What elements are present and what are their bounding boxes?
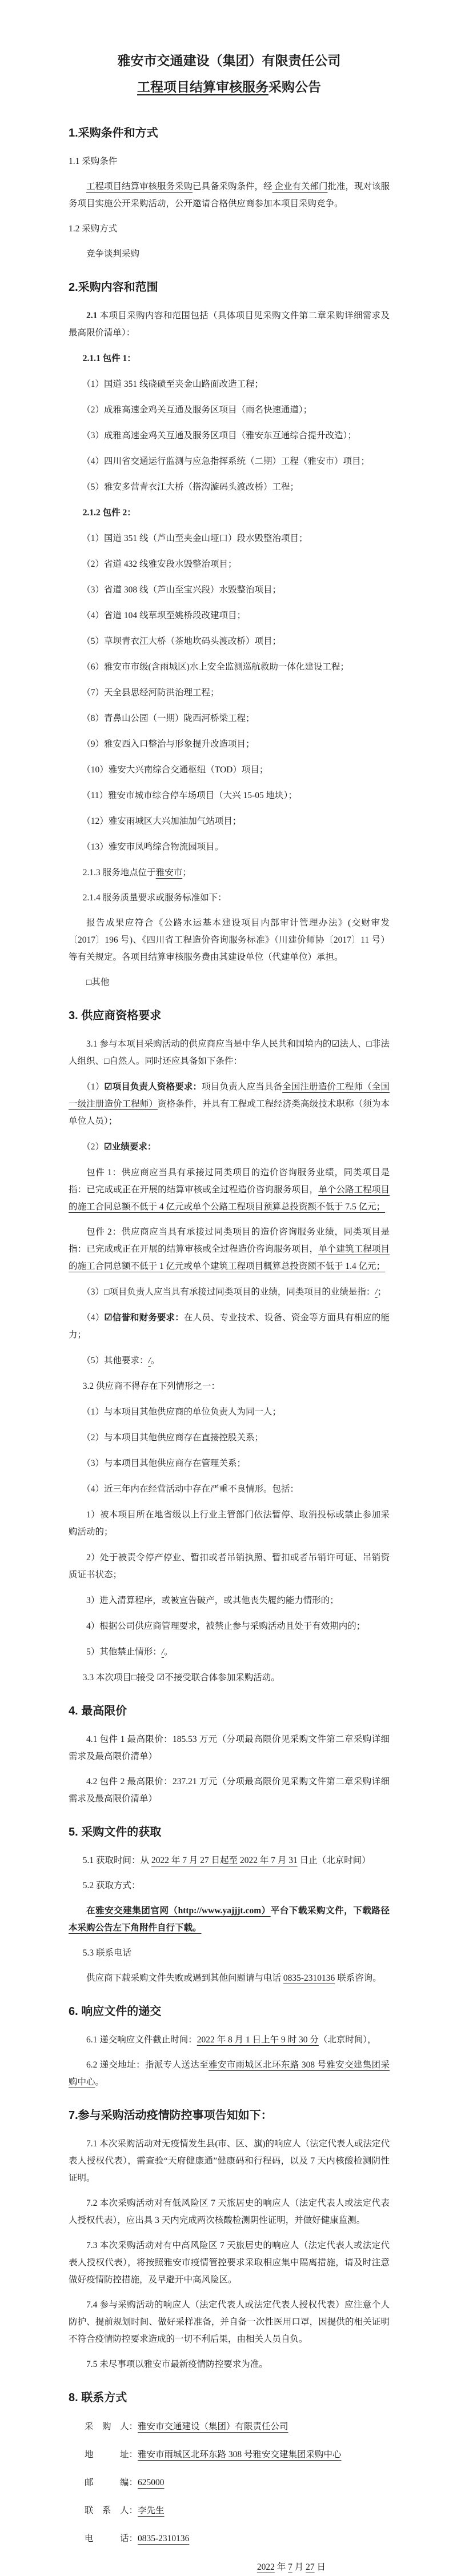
text-segment: 2.1.1 包件 1： [82, 354, 136, 363]
paragraph [69, 1970, 390, 1987]
text-segment: 单个公路工程项目的施工合同总额不低于 4 亿元或单个公路工程项目预算总投资额不低于 7.5 亿元； [69, 1185, 390, 1212]
contact-row [69, 2474, 390, 2491]
text-segment: 电 话： [85, 2534, 138, 2543]
text-segment: 2.1.2 包件 2： [82, 508, 136, 518]
text-segment: 地 址： [85, 2450, 138, 2459]
text-segment: 企业有关部门 [272, 182, 328, 191]
list-item [69, 530, 390, 547]
list-item [69, 787, 390, 804]
sub-heading [69, 153, 390, 170]
text-segment: 李先生 [138, 2506, 165, 2515]
text-segment: 月 [292, 2562, 306, 2572]
contact-row [69, 2418, 390, 2435]
text-segment: ； [377, 1287, 387, 1297]
text-segment: 工程项目结算审核服务采购 [86, 182, 193, 191]
text-segment: 工程项目结算审核服务 [137, 79, 268, 94]
text-segment: 4.2 包件 2 最高限价：237.21 万元（分项最高限价见采购文件第二章采购详细需求及最高限价清单） [69, 1777, 390, 1804]
sub-list-item [69, 1507, 390, 1541]
text-segment: （13）雅安市凤鸣综合物流园项目。 [82, 842, 224, 852]
paragraph [69, 1164, 390, 1216]
text-segment: 1.采购条件和方式 [69, 127, 158, 139]
text-segment: （11）雅安市城市综合停车场项目（大兴 15-05 地块）； [82, 791, 297, 800]
sub-heading [69, 1945, 390, 1962]
text-segment: 。 [95, 2077, 105, 2087]
text-segment: （8）青鼻山公园（一期）陇西河桥梁工程； [82, 714, 255, 723]
text-segment: 0835-2310136 [138, 2534, 190, 2543]
text-segment: 3. 供应商资格要求 [69, 1009, 162, 1022]
text-segment: 年 [274, 2562, 288, 2572]
text-segment: （1）国道 351 线（芦山至夹金山垭口）段水毁整治项目； [82, 534, 308, 543]
text-segment: 业绩要求： [111, 1142, 157, 1152]
text-segment: 6.2 递交地址：指派专人送达至 [86, 2060, 209, 2070]
text-segment: 采购公告 [268, 79, 321, 94]
text-segment: 项目负责人应当具备 [202, 1082, 283, 1092]
paragraph [69, 246, 390, 263]
sub-heading [69, 221, 390, 238]
text-segment: （7）天全县思经河防洪治理工程； [82, 688, 219, 698]
list-item [69, 1429, 390, 1447]
paragraph [69, 974, 390, 991]
text-segment: （北京时间）， [318, 2035, 376, 2045]
text-segment: 5.1 获取时间：从 [82, 1856, 151, 1865]
text-segment: 。 [164, 1647, 173, 1657]
checkbox-empty-icon: □ [104, 1056, 110, 1066]
text-segment: 2022 年 7 月 27 日起至 2022 年 7 月 31 [151, 1856, 298, 1865]
paragraph [69, 2237, 390, 2289]
list-item [69, 684, 390, 702]
text-segment: 信誉和财务要求： [112, 1313, 184, 1323]
text-segment: （4） [82, 1313, 105, 1323]
list-item [69, 736, 390, 753]
text-segment: 日止（北京时间） [297, 1856, 371, 1865]
text-segment: 单个建筑工程项目的施工合同总额不低于 1 亿元或单个建筑工程项目概算总投资额不低于 1.4 亿元； [69, 1244, 390, 1271]
text-segment: 雅安市交通建设（集团）有限责任公司 [117, 53, 341, 68]
section-heading [69, 278, 390, 297]
checkbox-empty-icon: □ [86, 977, 92, 987]
list-item [69, 1079, 390, 1130]
sub-list-item [69, 1592, 390, 1609]
section-heading [69, 2002, 390, 2021]
text-segment: 7 [288, 2562, 292, 2572]
text-segment: 在人员、专业技术、设备、资金等方面具有相应的能力； [69, 1313, 390, 1340]
list-item [69, 1284, 390, 1301]
text-segment: （2）与本项目其他供应商存在直接控股关系； [82, 1433, 264, 1443]
text-segment: 法人、 [339, 1039, 367, 1049]
paragraph [69, 1731, 390, 1765]
checkbox-checked-icon: ☑ [104, 1313, 113, 1323]
package-heading [69, 350, 390, 367]
text-segment: （4）四川省交通运行监测与应急指挥系统（二期）工程（雅安市）项目； [82, 456, 370, 466]
text-segment: 4. 最高限价 [69, 1705, 127, 1717]
text-segment: （2）省道 432 线雅安段水毁整治项目； [82, 559, 237, 569]
paragraph [69, 2057, 390, 2091]
doc-subtitle [69, 75, 390, 98]
text-segment: 联 系 人： [85, 2506, 138, 2515]
text-segment: 批准，现对该服务项目实施公开采购活动，公开邀请合格供应商参加本项目采购竞争。 [69, 182, 390, 209]
paragraph [69, 2356, 390, 2373]
text-segment: 3）进入清算程序，或被宣告破产，或其他丧失履约能力情形的； [86, 1596, 339, 1605]
text-segment: 7.5 未尽事项以雅安市最新疫情防控要求为准。 [86, 2359, 268, 2369]
list-item [69, 556, 390, 573]
text-segment: （1） [82, 1082, 105, 1092]
sub-heading [69, 890, 390, 907]
text-segment: 1）被本项目所在地省级以上行业主管部门依法暂停、取消投标或禁止参加采购活动的； [69, 1510, 390, 1537]
text-segment: （4）省道 104 线草坝至姚桥段改建项目； [82, 611, 246, 620]
text-segment: 。 [150, 1356, 160, 1365]
package-heading [69, 504, 390, 522]
list-item [69, 762, 390, 779]
list-item [69, 582, 390, 599]
paragraph [69, 2195, 390, 2229]
text-segment: / [375, 1287, 378, 1297]
paragraph [69, 178, 390, 213]
doc-title [69, 49, 390, 72]
text-segment: 5.3 联系电话 [82, 1948, 132, 1958]
checkbox-empty-icon: □ [366, 1039, 372, 1049]
text-segment: （5）草坝青衣江大桥（茶地坎码头渡改桥）项目； [82, 636, 282, 646]
list-item [69, 1455, 390, 1472]
list-item [69, 1404, 390, 1421]
text-segment: （5）其他要求： [82, 1356, 149, 1365]
text-segment: 本采购公告左下角附件自行下载。 [69, 1923, 202, 1933]
text-segment: 6.1 递交响应文件截止时间： [86, 2035, 197, 2045]
text-segment: （10）雅安大兴南综合交通枢纽（TOD）项目； [82, 765, 268, 775]
checkbox-checked-icon: ☑ [104, 1082, 113, 1092]
text-segment: 3.1 参与本项目采购活动的供应商应当是中华人民共和国境内的 [86, 1039, 332, 1049]
text-segment: （3）与本项目其他供应商存在管理关系； [82, 1459, 246, 1468]
text-segment: 采 购 人： [85, 2422, 138, 2431]
text-segment: 雅安市 [155, 868, 183, 878]
list-item [69, 813, 390, 830]
text-segment: 3.2 供应商不得存在下列情形之一： [82, 1381, 221, 1391]
text-segment: 全国注册造价工程师（全国一级注册造价工程师） [69, 1082, 390, 1109]
text-segment: 包件 2：供应商应当具有承接过同类项目的造价咨询服务业绩，同类项目是指：已完成或正在开展的结算审核或全过程造价咨询服务项目， [69, 1227, 390, 1254]
text-segment: 项目负责人应当具有承接过同类项目的业绩，同类项目的业绩是指： [109, 1287, 375, 1297]
text-segment: （9）雅安西入口整治与形象提升改造项目； [82, 739, 255, 749]
paragraph [69, 1773, 390, 1808]
sub-heading [69, 1669, 390, 1686]
text-segment: 资格条件，并具有工程或工程经济类高级技术职称（须为本单位人员）； [69, 1099, 390, 1126]
paragraph [69, 307, 390, 342]
text-segment: 雅安市交通建设（集团）有限责任公司 [138, 2422, 288, 2431]
list-item [69, 1352, 390, 1369]
text-segment: 2.1.3 服务地点位于 [82, 868, 156, 878]
sub-list-item [69, 1549, 390, 1584]
sub-heading [69, 864, 390, 882]
text-segment: 4.1 包件 1 最高限价：185.53 万元（分项最高限价见采购文件第二章采购详细需求及最高限价清单） [69, 1734, 390, 1761]
list-item [69, 427, 390, 444]
list-item [69, 402, 390, 419]
text-segment: 7.1 本次采购活动对无疫情发生县(市、区、旗)的响应人（法定代表人或法定代表人授权代表），需查验“天府健康通”健康码和行程码，以及 7 天内核酸检测阴性证明。 [69, 2139, 390, 2183]
text-segment: 接受 [137, 1673, 157, 1682]
text-segment: 雅安市雨城区北环东路 308 号雅安交建集团采购中心 [138, 2450, 342, 2459]
text-segment: （1）与本项目其他供应商的单位负责人为同一人； [82, 1407, 282, 1417]
list-item [69, 607, 390, 624]
text-segment: 日 [314, 2562, 326, 2572]
text-segment: 在 [86, 1906, 96, 1916]
checkbox-checked-icon: ☑ [331, 1039, 340, 1049]
sub-heading [69, 1877, 390, 1894]
text-segment: 2.采购内容和范围 [69, 281, 158, 294]
text-segment: （6）雅安市市级(含雨城区)水上安全监测巡航救助一体化建设工程； [82, 662, 349, 672]
paragraph [69, 1902, 390, 1937]
text-segment: （5）雅安多营青衣江大桥（搭沟漩码头渡改桥）工程； [82, 482, 299, 492]
sub-heading [69, 1852, 390, 1869]
text-segment: 项目负责人资格要求： [112, 1082, 202, 1092]
text-segment: （4）近三年内在经营活动中存在严重不良情形。包括： [82, 1484, 299, 1494]
contact-row [69, 2502, 390, 2519]
text-segment: 7.4 参与采购活动的响应人（法定代表人或法定代表人授权代表）应注意个人防护、提前规划时间、做好采样准备，并自备一次性医用口罩，因提供的相关证明不符合疫情防控要求造成的一切不利后果，由相关人员自负。 [69, 2300, 390, 2344]
text-segment: 625000 [138, 2478, 165, 2487]
text-segment: 非法人组织、 [69, 1039, 390, 1066]
text-segment: 5. 采购文件的获取 [69, 1826, 162, 1838]
paragraph [69, 1036, 390, 1070]
contact-row [69, 2530, 390, 2547]
text-segment: 不接受联合体参加采购活动。 [165, 1673, 280, 1682]
text-segment: 7.3 本次采购活动对有中高风险区 7 天旅居史的响应人（法定代表人或法定代表人授权代表），将按照雅安市疫情管控要求采取相应集中隔离措施，请及时注意做好疫情防控措施，及早避开中高风险区。 [69, 2241, 390, 2285]
list-item [69, 1139, 390, 1156]
checkbox-empty-icon: □ [131, 1673, 137, 1682]
section-heading [69, 2388, 390, 2407]
text-segment: 8. 联系方式 [69, 2391, 127, 2404]
text-segment: 1.2 采购方式 [69, 224, 118, 234]
paragraph [69, 1224, 390, 1275]
text-segment: 包件 1：供应商应当具有承接过同类项目的造价咨询服务业绩，同类项目是指：已完成或正在开展的结算审核或全过程造价咨询服务项目， [69, 1168, 390, 1195]
text-segment: 雅安市雨城区北环东路 308 号雅安交建集团采购中心 [69, 2060, 390, 2087]
text-segment: 7.参与采购活动疫情防控事项告知如下： [69, 2109, 272, 2122]
text-segment: 27 [306, 2562, 315, 2572]
text-segment: ； [182, 868, 191, 878]
doc-date [69, 2559, 390, 2576]
section-heading [69, 2106, 390, 2125]
text-segment: 报告成果应符合《公路水运基本建设项目内部审计管理办法》(交财审发〔2017〕196 号)、《四川省工程造价咨询服务标准》（川建价师协〔2017〕11 号）等有关规定。各项目结算审核服务费由其建设单位（代建单位）承担。 [69, 918, 390, 962]
text-segment: 6. 响应文件的递交 [69, 2005, 162, 2018]
text-segment: 邮 编： [85, 2478, 138, 2487]
paragraph [69, 2297, 390, 2348]
contact-row [69, 2446, 390, 2463]
section-heading [69, 1822, 390, 1842]
text-segment: 已具备采购条件，经 [193, 182, 272, 191]
list-item [69, 839, 390, 856]
text-segment: （12）雅安雨城区大兴加油加气站项目； [82, 816, 242, 826]
section-heading [69, 1006, 390, 1025]
list-item [69, 659, 390, 676]
text-segment: 2.1 [86, 311, 100, 321]
sub-list-item [69, 1644, 390, 1661]
list-item [69, 1481, 390, 1498]
paragraph [69, 2032, 390, 2049]
text-segment: 2）处于被责令停产停业、暂扣或者吊销执照、暂扣或者吊销许可证、吊销资质证书状态； [69, 1553, 390, 1580]
section-heading [69, 123, 390, 143]
list-item [69, 710, 390, 727]
text-segment: 4）根据公司供应商管理要求，被禁止参与采购活动且处于有效期内的； [86, 1621, 366, 1631]
sub-list-item [69, 1618, 390, 1635]
text-segment: 雅安交建集团官网（http://www.yajjjt.com） [95, 1906, 271, 1916]
text-segment: / [161, 1647, 165, 1657]
list-item [69, 1309, 390, 1344]
text-segment: 7.2 本次采购活动对有低风险区 7 天旅居史的响应人（法定代表人或法定代表人授权代表），应出具 3 天内完成两次核酸检测阴性证明，并做好健康监测。 [69, 2198, 390, 2225]
text-segment: 其他 [91, 977, 110, 987]
list-item [69, 479, 390, 496]
text-segment: 5）其他禁止情形： [86, 1647, 162, 1657]
list-item [69, 633, 390, 650]
list-item [69, 453, 390, 470]
text-segment: 本项目采购内容和范围包括（具体项目见采购文件第二章采购详细需求及最高限价清单）： [69, 311, 390, 338]
checkbox-checked-icon: ☑ [104, 1142, 112, 1152]
text-segment: 3.3 本次项目 [82, 1673, 132, 1682]
text-segment: 供应商下载采购文件失败或遇到其他问题请与电话 [86, 1973, 283, 1983]
text-segment: （2）成雅高速金鸡关互通及服务区项目（雨名快速通道）； [82, 405, 312, 415]
text-segment: （2） [82, 1142, 105, 1152]
text-segment: （3） [82, 1287, 105, 1297]
paragraph [69, 915, 390, 966]
sub-heading [69, 1378, 390, 1395]
text-segment: 竞争谈判采购 [86, 249, 140, 259]
text-segment: （3）成雅高速金鸡关互通及服务区项目（雅安东互通综合提升改造）； [82, 431, 356, 440]
text-segment: （1）国道 351 线硗碛至夹金山路面改造工程； [82, 379, 264, 389]
text-segment: 平台下载采购文件，下载路径 [270, 1906, 390, 1916]
checkbox-empty-icon: □ [104, 1287, 110, 1297]
text-segment: 2022 [256, 2562, 275, 2572]
list-item [69, 376, 390, 393]
text-segment: 2022 年 8 月 1 日上午 9 时 30 分 [197, 2035, 319, 2045]
text-segment: 2.1.4 服务质量要求或服务标准如下： [82, 893, 227, 903]
text-segment: 1.1 采购条件 [69, 157, 118, 166]
text-segment: / [148, 1356, 151, 1365]
text-segment: 0835-2310136 [283, 1973, 335, 1983]
checkbox-checked-icon: ☑ [157, 1673, 165, 1682]
text-segment: 自然人。同时还应具备如下条件： [109, 1056, 242, 1066]
paragraph [69, 2136, 390, 2187]
text-segment: （3）省道 308 线（芦山至宝兴段）水毁整治项目； [82, 585, 282, 595]
text-segment: 5.2 获取方式： [82, 1881, 141, 1890]
text-segment: 联系咨询。 [335, 1973, 382, 1983]
section-heading [69, 1701, 390, 1721]
